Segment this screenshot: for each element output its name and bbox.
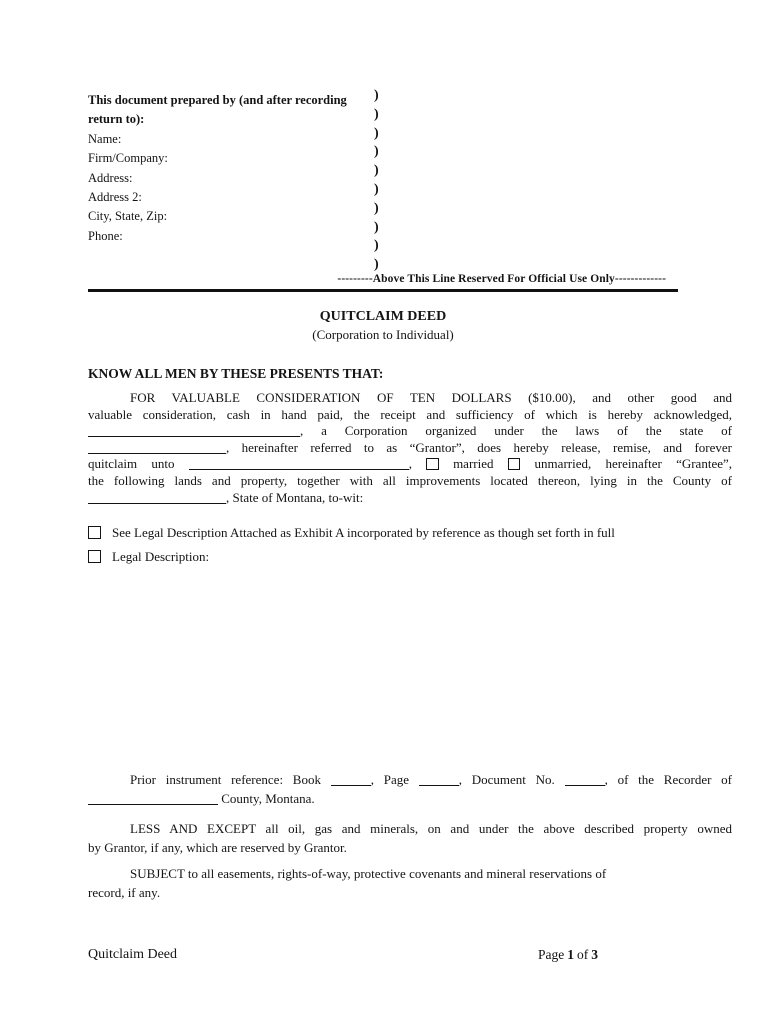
blank-fill-in-field[interactable] — [331, 774, 371, 786]
recording-field-label: Address: — [88, 170, 133, 185]
footer-page-number — [538, 947, 601, 963]
paren-glyph: ) — [374, 219, 379, 235]
paragraph-line: by Grantor, if any, which are reserved by Grantor. — [88, 839, 347, 855]
recording-field-label: City, State, Zip: — [88, 209, 168, 224]
paragraph-line: the following lands and property, together with all improvements located thereon, lying in the County of — [88, 472, 732, 488]
recording-return-block — [88, 91, 378, 246]
blank-fill-in-field[interactable] — [565, 774, 605, 786]
blank-fill-in-field[interactable] — [88, 442, 226, 454]
blank-fill-in-field[interactable] — [88, 492, 226, 504]
legal-description-option-label: Legal Description: — [112, 549, 210, 564]
paragraph-line: LESS AND EXCEPT all oil, gas and minerals, on and under the above described property owned — [130, 821, 732, 836]
paren-glyph: ) — [374, 144, 379, 160]
paren-glyph: ) — [374, 181, 379, 197]
footer-document-name: Quitclaim Deed — [88, 947, 178, 962]
page-title: QUITCLAIM DEED — [319, 309, 447, 324]
less-and-except-paragraph — [88, 820, 732, 857]
footer-page-segment: 3 — [591, 947, 598, 962]
recorder-paren-column — [374, 87, 379, 275]
paren-glyph: ) — [374, 88, 379, 103]
recording-field-label: Name: — [88, 131, 122, 146]
marital-status-checkbox-married[interactable] — [426, 458, 439, 471]
paragraph-line: Prior instrument reference: Book , Page , Document No. , of the Recorder of — [130, 772, 732, 787]
legal-description-checkbox-1[interactable] — [88, 526, 101, 539]
opening-clause: KNOW ALL MEN BY THESE PRESENTS THAT: — [88, 366, 384, 381]
footer-page-segment: Page — [538, 947, 565, 962]
blank-fill-in-field[interactable] — [88, 793, 218, 805]
separator-rule — [88, 289, 678, 292]
paragraph-line: quitclaim unto , married unmarried, hereinafter “Grantee”, — [88, 456, 732, 472]
footer-page-segment: 1 — [567, 947, 574, 962]
recording-field-label: Firm/Company: — [88, 151, 168, 166]
blank-fill-in-field[interactable] — [88, 425, 300, 437]
blank-fill-in-field[interactable] — [419, 774, 459, 786]
recording-heading-line2: return to): — [88, 112, 145, 127]
paragraph-line: SUBJECT to all easements, rights-of-way, protective covenants and mineral reservations of — [130, 866, 607, 881]
marital-status-checkbox-unmarried[interactable] — [508, 458, 521, 471]
page-subtitle: (Corporation to Individual) — [312, 326, 454, 342]
granting-paragraph — [88, 390, 732, 506]
paren-glyph: ) — [374, 106, 379, 122]
prior-instrument-paragraph — [88, 770, 732, 808]
paragraph-line: , a Corporation organized under the laws of the state of — [88, 423, 732, 440]
legal-description-option-row — [88, 525, 732, 540]
paragraph-line: valuable consideration, cash in hand paid, the receipt and sufficiency of which is hereby acknowledged, — [88, 406, 732, 422]
paragraph-line: record, if any. — [88, 884, 161, 900]
recording-field-label: Phone: — [88, 228, 123, 243]
paren-glyph: ) — [374, 200, 379, 216]
legal-description-option-label: See Legal Description Attached as Exhibit A incorporated by reference as though set forth in full — [112, 525, 615, 540]
subject-to-paragraph — [88, 865, 732, 902]
blank-fill-in-field[interactable] — [189, 458, 409, 470]
recording-field-label: Address 2: — [88, 190, 142, 205]
title-block — [88, 308, 678, 343]
legal-description-options — [88, 525, 732, 573]
paragraph-line: FOR VALUABLE CONSIDERATION OF TEN DOLLARS ($10.00), and other good and — [130, 390, 732, 405]
paragraph-line: County, Montana. — [88, 789, 732, 808]
paren-glyph: ) — [374, 125, 379, 141]
paren-glyph: ) — [374, 238, 379, 254]
legal-description-checkbox-2[interactable] — [88, 550, 101, 563]
footer-page-segment: of — [577, 947, 589, 962]
legal-description-option-row — [88, 549, 732, 564]
paren-glyph: ) — [374, 163, 379, 179]
paragraph-line: , hereinafter referred to as “Grantor”, does hereby release, remise, and forever — [88, 440, 732, 457]
paragraph-line: , State of Montana, to-wit: — [88, 490, 732, 507]
paren-glyph: ) — [374, 257, 379, 273]
recording-heading-line1: This document prepared by (and after recording — [88, 93, 347, 107]
reserved-use-notice: ---------Above This Line Reserved For Official Use Only------------- — [337, 273, 666, 285]
